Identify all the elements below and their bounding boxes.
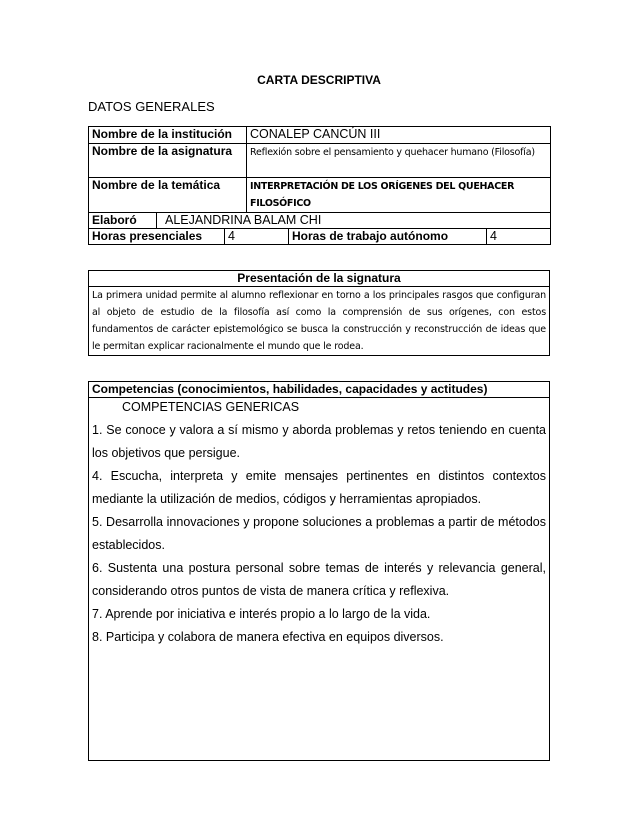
- presentation-text: La primera unidad permite al alumno reflexionar en torno a los principales rasgos que configuran al objeto de estudio de la filosofía así como la comprensión de sus orígenes, con estos fundamentos de carácter epistemológico se busca la construcción y reconstrucción de ideas que le permitan explicar racionalmente el mundo que le rodea.: [89, 287, 550, 356]
- presentation-table: [88, 270, 550, 356]
- competencies-header: Competencias (conocimientos, habilidades, capacidades y actitudes): [89, 382, 550, 398]
- elaboro-label: Elaboró: [89, 213, 157, 229]
- competencies-table: [88, 381, 550, 761]
- section-heading: DATOS GENERALES: [88, 99, 215, 114]
- autonomo-label: Horas de trabajo autónomo: [289, 229, 487, 245]
- list-item: 1. Se conoce y valora a sí mismo y aborda problemas y retos teniendo en cuenta los objetivos que persigue.: [92, 423, 546, 460]
- list-item: 8. Participa y colabora de manera efectiva en equipos diversos.: [92, 630, 444, 644]
- table-row: [89, 287, 550, 356]
- competencies-subheader: COMPETENCIAS GENERICAS: [122, 400, 300, 414]
- institucion-value: CONALEP CANCÚN III: [247, 127, 551, 144]
- general-data-table: [88, 126, 551, 213]
- author-hours-table: [88, 212, 551, 245]
- table-row: [89, 382, 550, 398]
- tematica-label: Nombre de la temática: [89, 178, 247, 213]
- presenciales-label: Horas presenciales: [89, 229, 225, 245]
- tematica-value: INTERPRETACIÓN DE LOS ORÍGENES DEL QUEHACER FILOSÓFICO: [247, 178, 551, 213]
- table-row: [89, 229, 551, 245]
- list-item: 6. Sustenta una postura personal sobre temas de interés y relevancia general, considerando otros puntos de vista de manera crítica y reflexiva.: [92, 561, 546, 598]
- document-title: CARTA DESCRIPTIVA: [257, 73, 381, 87]
- asignatura-value: Reflexión sobre el pensamiento y quehacer humano (Filosofía): [247, 144, 551, 178]
- presenciales-value: 4: [225, 229, 289, 245]
- list-item: 5. Desarrolla innovaciones y propone soluciones a problemas a partir de métodos establecidos.: [92, 515, 546, 552]
- institucion-label: Nombre de la institución: [89, 127, 247, 144]
- table-row: [89, 271, 550, 287]
- presentation-header: Presentación de la signatura: [89, 271, 550, 287]
- asignatura-label: Nombre de la asignatura: [89, 144, 247, 178]
- autonomo-value: 4: [487, 229, 551, 245]
- list-item: 4. Escucha, interpreta y emite mensajes pertinentes en distintos contextos mediante la utilización de medios, códigos y herramientas apropiados.: [92, 469, 546, 506]
- table-row: [89, 398, 550, 761]
- elaboro-value: ALEJANDRINA BALAM CHI: [157, 213, 551, 229]
- table-row: [89, 144, 551, 178]
- table-row: [89, 127, 551, 144]
- table-row: [89, 213, 551, 229]
- table-row: [89, 178, 551, 213]
- list-item: 7. Aprende por iniciativa e interés propio a lo largo de la vida.: [92, 607, 431, 621]
